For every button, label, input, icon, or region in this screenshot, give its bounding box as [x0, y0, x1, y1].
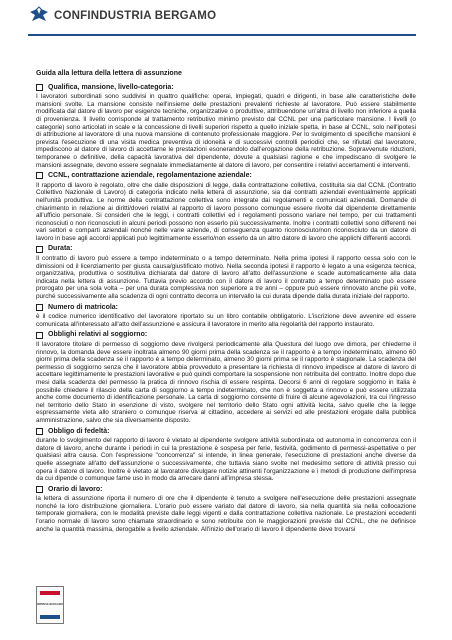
- section-heading-text: Qualifica, mansione, livello-categoria:: [48, 83, 174, 91]
- checkbox-bullet-icon: [36, 246, 43, 253]
- section-heading: [36, 331, 416, 339]
- section-heading-text: Obbligo di fedeltà:: [48, 427, 110, 435]
- logo-text: CONFINDUSTRIA BERGAMO: [54, 10, 217, 22]
- header-rule: [28, 34, 416, 36]
- checkbox-bullet-icon: [36, 428, 43, 435]
- document-body: [36, 70, 416, 535]
- checkbox-bullet-icon: [36, 486, 43, 493]
- section-heading: [36, 304, 416, 312]
- section-heading: [36, 84, 416, 92]
- section-paragraph: Il rapporto di lavoro è regolato, oltre che dalle disposizioni di legge, dalla contrattazione collettiva, costituita sia dal CCNL (Contratto Collettivo Nazionale di Lavoro) di categoria indicato nella lettera di assunzione, sia dai contratti aziendali eventualmente applicati nell'unità produttiva. Le norme della contrattazione collettiva sono integrate dai regolamenti e comunicati aziendali. Domande di chiarimento in relazione ai diritti/doveri relativi al rapporto di lavoro possono comunque essere rivolte dal dipendente direttamente all'ufficio personale. Si consideri che le leggi, i contratti collettivi ed i regolamenti possono variare nel tempo, per cui trattamenti riconosciuti o non riconosciuti in alcuni periodi possono non esserlo più successivamente. Inoltre i contratti collettivi sono differenti nei vari settori e comparti aziendali nonché nelle varie aziende, di conseguenza quanto riconosciuto/non riconosciuto da un datore di lavoro in base agli accordi applicati può legittimamente esserlo/non esserlo da un altro datore di lavoro che applichi differenti accordi.: [36, 181, 416, 242]
- footer-badge-icon: [36, 586, 64, 624]
- checkbox-bullet-icon: [36, 172, 43, 179]
- checkbox-bullet-icon: [36, 332, 43, 339]
- section-heading-text: CCNL, contrattazione aziendale, regolamentazione aziendale:: [48, 172, 252, 180]
- page-title: Guida alla lettura della lettera di assunzione: [36, 70, 182, 77]
- page-header: [28, 6, 216, 26]
- section-heading: [36, 486, 416, 494]
- badge-stripe-blue: [40, 615, 60, 619]
- section-paragraph: durante lo svolgimento del rapporto di lavoro è vietato al dipendente svolgere attività subordinata od autonoma in concorrenza con il datore di lavoro, anche durante i periodi in cui la prestazione è sospesa per ferie, festività, godimento di permessi-aspettative o per qualsiasi altra causa. Con l'espressione "concorrenza" si intende, in linea generale, l'esecuzione di prestazioni anche diverse da quelle assegnate all'atto dell'assunzione o successivamente, che tuttavia siano svolte nel medesimo settore di attività presso cui opera il datore di lavoro. Inoltre è vietato al lavoratore divulgare notizie attinenti l'organizzazione e i metodi di produzione dell'impresa da cui dipende o comunque farne uso in modo da arrecare danni all'impresa stessa.: [36, 437, 416, 483]
- section-paragraph: Il lavoratore titolare di permesso di soggiorno deve rivolgersi periodicamente alla Questura del luogo ove dimora, per chiederne il rinnovo, la domanda deve essere inoltrata almeno 90 giorni prima della scadenza se il rapporto è a tempo indeterminato, almeno 60 giorni prima della scadenza se il rapporto è a tempo determinato, almeno 30 giorni prima se il rapporto è stagionale. La scadenza del permesso di soggiorno senza che il lavoratore abbia provveduto a presentare la richiesta di rinnovo impedisce al datore di lavoro di accettare legittimamente le prestazioni lavorative e può quindi comportare la sospensione non retribuita del contratto. Inoltre dopo due mesi dalla scadenza del permesso la pratica di rinnovo rischia di essere respinta. Decorsi 6 anni di regolare soggiorno in Italia è possibile chiedere il rilascio della carta di soggiorno a tempo indeterminato, che non è soggetta a rinnovo e può essere utilizzata anche come documento di identificazione personale. La carta di soggiorno consente di fruire di alcune agevolazioni, tra cui l'ingresso nel territorio dello Stato in esenzione di visto, svolgere nel territorio dello Stato ogni attività lecita, salvo quelle che la legge espressamente vieta allo straniero o comunque riserva al cittadino, accedere ai servizi ed alle prestazioni erogate dalla pubblica amministrazione, salvo che sia diversamente disposto.: [36, 341, 416, 424]
- sections-container: [36, 84, 416, 534]
- section-paragraph: è il codice numerico identificativo del lavoratore riportato su un libro contabile obbligatorio. L'iscrizione deve avvenire ed essere comunicata all'interessato all'atto dell'assunzione e assicura il lavoratore in merito alla regolarità del rapporto instaurato.: [36, 313, 416, 328]
- section-paragraph: I lavoratori subordinati sono suddivisi in quattro qualifiche: operai, impiegati, quadri e dirigenti, in base alle caratteristiche delle mansioni svolte. La mansione consiste nell'insieme delle prestazioni prevalenti richieste al lavoratore. Può essere stabilmente modificata dal datore di lavoro per esigenze tecniche, organizzative o produttive, attribuendone un'altra di livello non inferiore a quella di provenienza. Il livello corrisponde al trattamento retributivo minimo previsto dal CCNL per una particolare mansione. I livelli (o categorie) sono articolati in scale e la concessione di livelli superiori rispetto a quello iniziale spetta, in base al CCNL, solo nell'ipotesi di attribuzione al lavoratore di una nuova mansione di contenuto professionale maggiore. Per lo svolgimento di specifiche mansioni è prevista l'esecuzione di una visita medica preventiva di idoneità e di successivi controlli periodici che, se rifiutati dal lavoratore, impediscono al datore di lavoro di accettarne le prestazioni esonerandolo dall'erogazione della retribuzione. Sopravvenute riduzioni, temporanee o definitive, della capacità lavorativa del dipendente, dovute a qualsiasi ragione e che impediscano di svolgere le mansioni assegnate, devono essere segnalate immediatamente al datore di lavoro, per consentire i relativi accertamenti e interventi.: [36, 93, 416, 169]
- section-heading: [36, 245, 416, 253]
- footer-logo-label: IMPRESE BERGAMO: [37, 603, 63, 607]
- checkbox-bullet-icon: [36, 84, 43, 91]
- confindustria-eagle-icon: [28, 6, 50, 26]
- section-paragraph: la lettera di assunzione riporta il numero di ore che il dipendente è tenuto a svolgere nell'esecuzione delle prestazioni assegnate nonché la loro distribuzione giornaliera. L'orario può essere variato dal datore di lavoro, sia nella quantità sia nella collocazione temporale giornaliera, con le modalità previste dalle leggi vigenti e dalla contrattazione collettiva nazionale. Le prestazioni eccedenti l'orario normale di lavoro sono chiamate straordinario e sono retribuite con le maggiorazioni previste dal CCNL, che ne definisce anche la quantità massima, derogabile a livello aziendale. All'inizio dell'orario di lavoro il dipendente deve trovarsi: [36, 495, 416, 533]
- section-heading-text: Numero di matricola:: [48, 303, 119, 311]
- section-heading: [36, 172, 416, 180]
- badge-stripe-red: [40, 591, 60, 595]
- section-paragraph: Il contratto di lavoro può essere a tempo indeterminato o a tempo determinato. Nella prima ipotesi il rapporto cessa solo con le dimissioni od il licenziamento per giusta causa/giustificato motivo. Nella seconda ipotesi il rapporto è legato a una esigenza tecnica, organizzativa, produttiva o sostitutiva dichiarata dal datore di lavoro all'atto dell'assunzione e scade automaticamente alla data indicata nella lettera di assunzione. Tuttavia previo accordo con il datore di lavoro il contratto a tempo determinato può essere prorogato per una sola volta – per una durata complessiva non superiore a tre anni – oppure può essere rinnovato anche più volte, purché successivamente alla scadenza di ogni contratto decorra un intervallo la cui durata dipende dalla durata iniziale del rapporto.: [36, 255, 416, 301]
- section-heading-text: Durata:: [48, 245, 73, 253]
- section-heading-text: Orario di lavoro:: [48, 485, 103, 493]
- section-heading-text: Obblighi relativi al soggiorno:: [48, 331, 148, 339]
- section-heading: [36, 428, 416, 436]
- checkbox-bullet-icon: [36, 304, 43, 311]
